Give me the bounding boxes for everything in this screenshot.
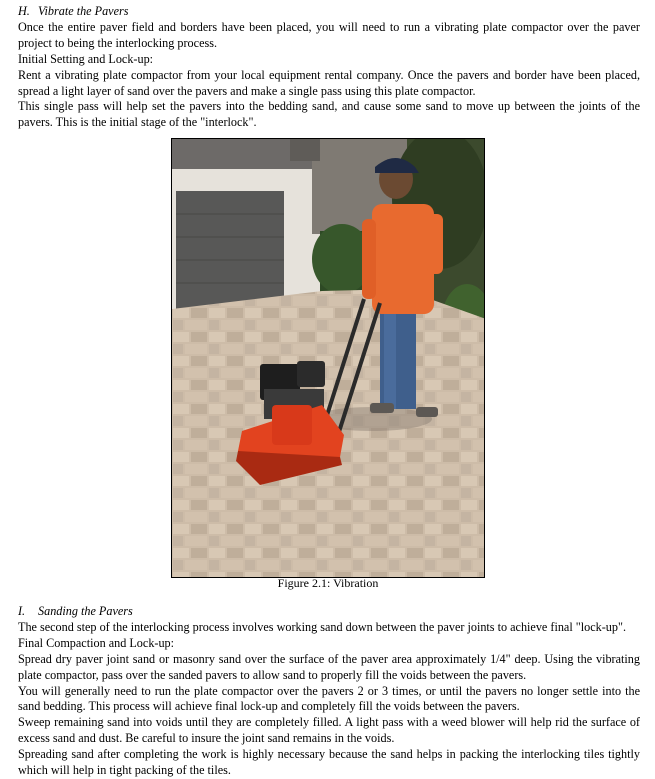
section-i-heading — [18, 604, 640, 620]
figure-caption: Figure 2.1: Vibration — [277, 576, 379, 590]
section-i-para1: Spread dry paver joint sand or masonry sand over the surface of the paver area approximately 1/4" deep. Using the vibrating plate compactor, pass over the sanded pavers to allow sand to properly fill the voids between the pavers. — [18, 651, 640, 682]
vibration-photo — [171, 138, 485, 578]
section-h-subheading: Initial Setting and Lock-up: — [18, 51, 154, 66]
section-i-title: Sanding the Pavers — [38, 604, 133, 618]
section-h-title: Vibrate the Pavers — [38, 4, 129, 18]
section-h-para1: Rent a vibrating plate compactor from your local equipment rental company. Once the pavers and border have been placed, spread a light layer of sand over the pavers and make a single pass using this plate compactor. — [18, 67, 640, 98]
section-i-subheading: Final Compaction and Lock-up: — [18, 635, 175, 650]
section-i — [18, 604, 640, 779]
section-i-intro: The second step of the interlocking process involves working sand down between the paver joints to achieve final "lock-up". — [18, 619, 626, 634]
section-h-intro: Once the entire paver field and borders have been placed, you will need to run a vibrating plate compactor over the paver project to being the interlocking process. — [18, 19, 640, 50]
section-h-letter: H. — [18, 4, 30, 18]
section-h — [18, 4, 640, 131]
section-h-para2: This single pass will help set the pavers into the bedding sand, and cause some sand to move up between the joints of the pavers. This is the initial stage of the "interlock". — [18, 99, 640, 130]
section-i-para3: Sweep remaining sand into voids until they are completely filled. A light pass with a weed blower will help rid the surface of excess sand and dust. Be careful to insure the joint sand remains in the voids. — [18, 715, 640, 746]
section-i-para2: You will generally need to run the plate compactor over the pavers 2 or 3 times, or until the pavers no longer settle into the sand bedding. This process will achieve final lock-up and completely fill the voids between the pavers. — [18, 683, 640, 714]
section-i-letter: I. — [18, 604, 26, 618]
section-i-para4: Spreading sand after completing the work is highly necessary because the sand helps in packing the interlocking tiles tightly which will help in tight packing of the tiles. — [18, 747, 640, 778]
section-h-heading — [18, 4, 640, 20]
